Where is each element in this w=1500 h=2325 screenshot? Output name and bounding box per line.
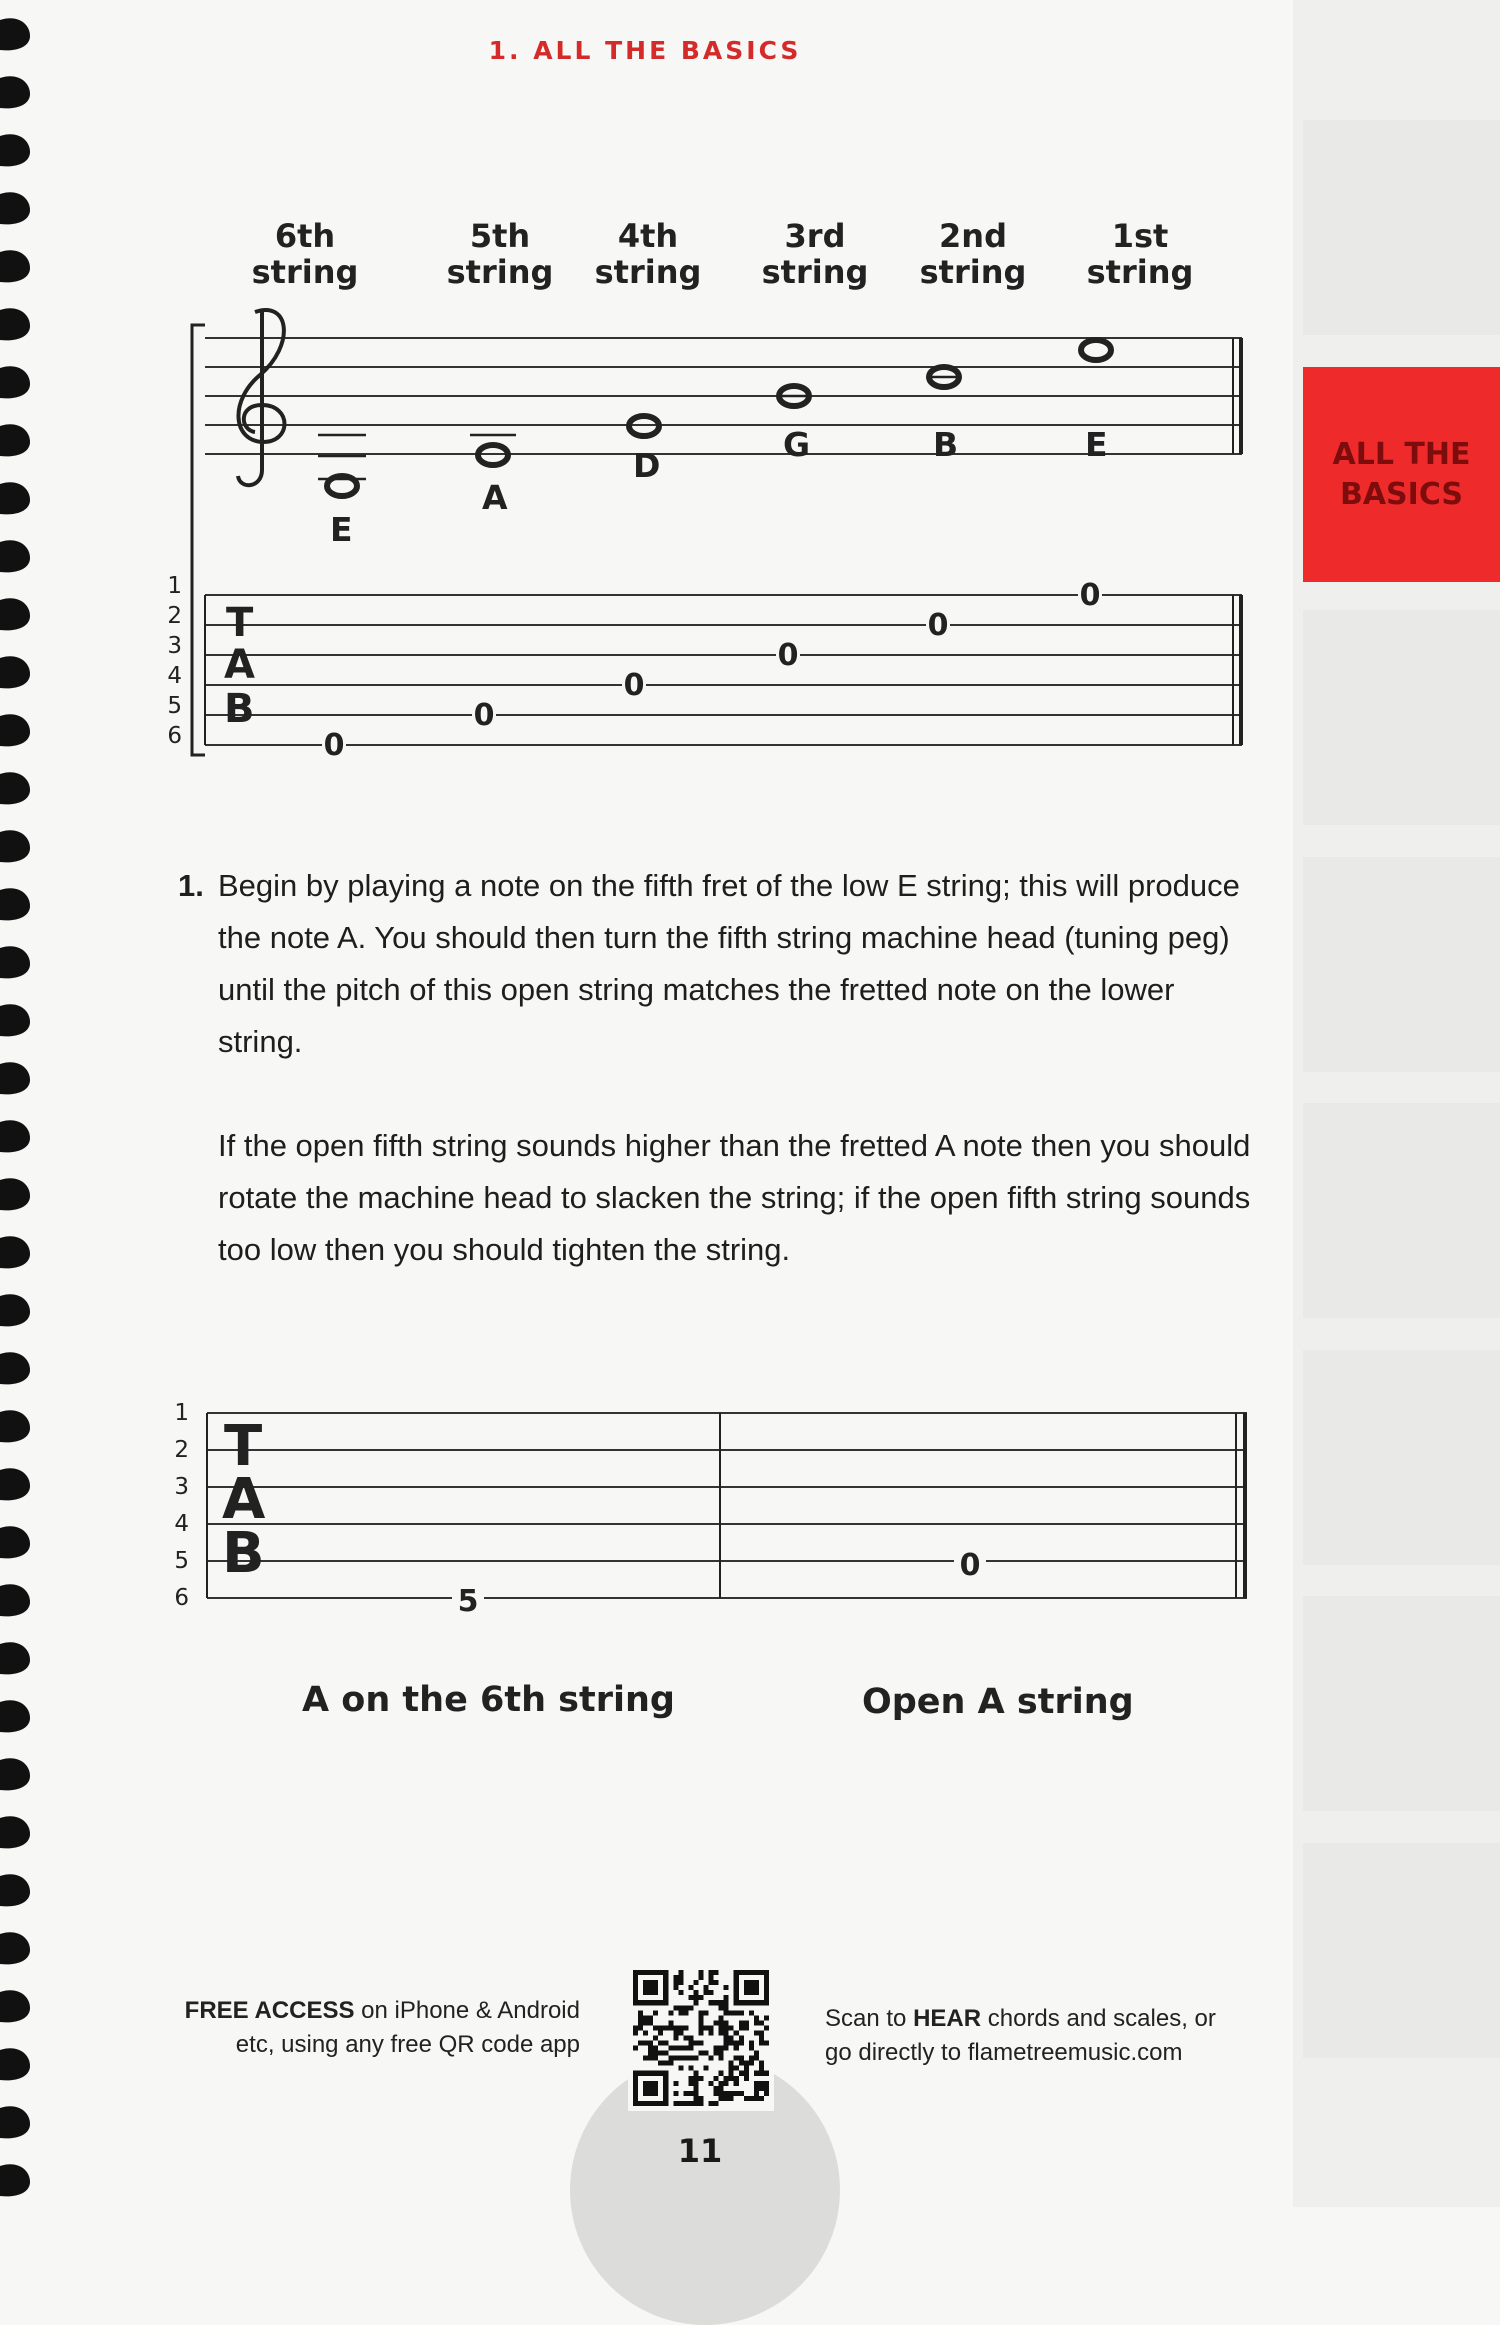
chapter-tab-label-line1: ALL THE <box>1332 436 1471 472</box>
chapter-tab[interactable] <box>1303 1103 1500 1318</box>
string-label-4: 4th string <box>594 217 702 291</box>
tab-fret-string-2: 0 <box>927 608 949 643</box>
qr-code-icon[interactable] <box>628 1965 774 2111</box>
notation-system <box>0 0 1300 780</box>
tab-clef-t: T <box>224 1414 263 1479</box>
chapter-tab[interactable] <box>1303 1350 1500 1565</box>
tab-fret-left: 5 <box>457 1584 479 1619</box>
note-name-string-6: E <box>330 510 353 549</box>
string-label-1: 1st string <box>1086 217 1194 291</box>
chapter-tab[interactable] <box>1303 120 1500 335</box>
note-name-string-1: E <box>1085 425 1108 464</box>
tab-fret-string-3: 0 <box>777 638 799 673</box>
string-label-5: 5th string <box>446 217 554 291</box>
whole-note-icon <box>327 340 1111 496</box>
running-head: 1. ALL THE BASICS <box>488 36 802 65</box>
caption-right: Open A string <box>862 1682 1134 1722</box>
tab-clef-b: B <box>222 1521 265 1586</box>
chapter-tab[interactable] <box>1303 1596 1500 1811</box>
string-label-3: 3rd string <box>761 217 869 291</box>
tab-fret-string-1: 0 <box>1079 578 1101 613</box>
treble-clef-icon <box>238 310 285 485</box>
tab-clef-b: B <box>224 686 255 732</box>
note-name-string-3: G <box>783 425 811 464</box>
note-name-string-2: B <box>933 425 959 464</box>
footer-free-access: FREE ACCESS on iPhone & Android etc, using any free QR code app <box>184 1997 580 2058</box>
tab-clef-a: A <box>222 1467 266 1532</box>
chapter-tab[interactable] <box>1303 1843 1500 2058</box>
page-number: 11 <box>677 2132 723 2170</box>
footer-scan-info: Scan to HEAR chords and scales, or go directly to flametreemusic.com <box>825 2002 1245 2070</box>
step-number: 1. <box>178 868 204 903</box>
string-label-2: 2nd string <box>919 217 1027 291</box>
chapter-tab[interactable] <box>1303 610 1500 825</box>
string-label-6: 6th string <box>251 217 359 291</box>
website-link[interactable]: go directly to flametreemusic.com <box>825 2039 1183 2066</box>
chapter-tab-label-line2: BASICS <box>1339 476 1464 512</box>
tab-fret-right: 0 <box>959 1548 981 1583</box>
note-name-string-5: A <box>482 478 508 517</box>
tab-clef-t: T <box>226 600 254 646</box>
tab-clef-a: A <box>224 642 255 688</box>
instruction-paragraph-2: If the open fifth string sounds higher than the fretted A note then you should rotate the machine head to slacken the string; if the open fifth string sounds too low then you should tighten the string. <box>218 1128 1251 1267</box>
tab-fret-string-6: 0 <box>323 728 345 763</box>
instruction-paragraph-1: Begin by playing a note on the fifth fret of the low E string; this will produce the note A. You should then turn the fifth string machine head (tuning peg) until the pitch of this open string matches the fretted note on the lower string. <box>218 868 1240 1059</box>
chapter-tabs <box>1293 0 1500 2207</box>
tab-exercise <box>0 1380 1300 1640</box>
chapter-tab-active[interactable] <box>1303 367 1500 582</box>
tab-fret-string-5: 0 <box>473 698 495 733</box>
instruction-step-1 <box>178 860 1258 1068</box>
note-name-string-4: D <box>633 446 661 485</box>
tab-fret-string-4: 0 <box>623 668 645 703</box>
chapter-tab[interactable] <box>1303 857 1500 1072</box>
caption-left: A on the 6th string <box>302 1680 675 1720</box>
